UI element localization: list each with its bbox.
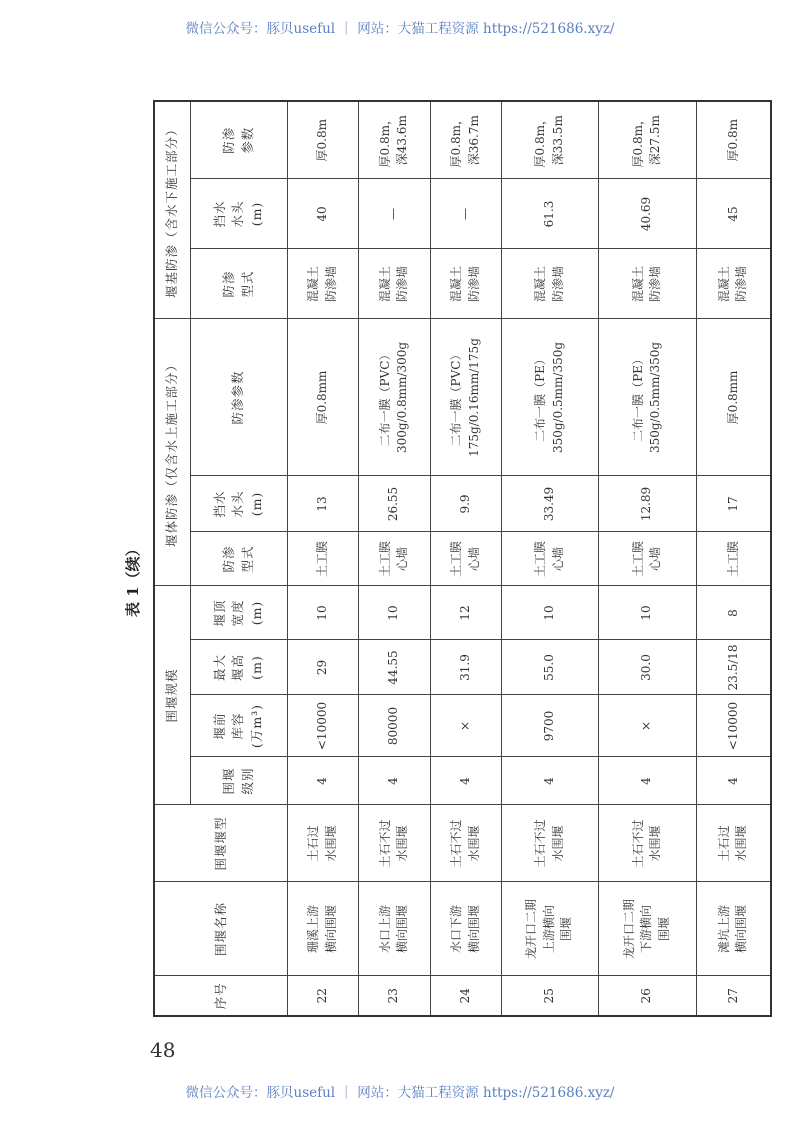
subheader-cell: 堰前 库容 (万m³) <box>190 695 287 757</box>
table-cell: <10000 <box>287 695 358 757</box>
table-cell: 24 <box>430 976 501 1016</box>
table-cell: × <box>430 695 501 757</box>
table-cell: 土工膜 心墙 <box>501 532 598 586</box>
table-cell: 4 <box>501 757 598 805</box>
header-group-base-seepage: 堰基防渗（含水下施工部分） <box>154 101 190 319</box>
table-cell: 土工膜 <box>696 532 771 586</box>
subheader-cell: 防渗参数 <box>190 319 287 476</box>
table-container <box>153 102 770 1017</box>
table-cell: 土石不过 水围堰 <box>598 805 696 882</box>
table-row <box>287 101 358 1016</box>
table-cell: 40 <box>287 179 358 249</box>
subheader-cell: 围堰 级别 <box>190 757 287 805</box>
table-cell: 25 <box>501 976 598 1016</box>
table-cell: 二布一膜（PE） 350g/0.5mm/350g <box>598 319 696 476</box>
table-cell: 27 <box>696 976 771 1016</box>
table-cell: 龙开口二期 上游横向 围堰 <box>501 882 598 976</box>
subheader-cell: 防渗 参数 <box>190 101 287 179</box>
table-cell: 滩坑上游 横向围堰 <box>696 882 771 976</box>
table-cell: 混凝土 防渗墙 <box>501 249 598 319</box>
table-cell: 水口下游 横向围堰 <box>430 882 501 976</box>
table-title: 表 1（续） <box>124 541 142 617</box>
page-number: 48 <box>150 1038 176 1062</box>
table-cell: × <box>598 695 696 757</box>
table-cell: <10000 <box>696 695 771 757</box>
table-cell: 33.49 <box>501 476 598 532</box>
table-cell: 厚0.8m <box>287 101 358 179</box>
table-cell: 4 <box>598 757 696 805</box>
table-cell: — <box>358 179 430 249</box>
table-row <box>358 101 430 1016</box>
table-cell: 9.9 <box>430 476 501 532</box>
header-group-scale: 围堰规模 <box>154 586 190 805</box>
table-cell: 23 <box>358 976 430 1016</box>
table-cell: 二布一膜（PVC） 175g/0.16mm/175g <box>430 319 501 476</box>
table-cell: 厚0.8m， 深27.5m <box>598 101 696 179</box>
table-cell: 10 <box>358 586 430 640</box>
table-cell: 4 <box>287 757 358 805</box>
cofferdam-table <box>153 100 772 1017</box>
table-cell: 混凝土 防渗墙 <box>287 249 358 319</box>
table-cell: 水口上游 横向围堰 <box>358 882 430 976</box>
header-seq: 序号 <box>154 976 287 1016</box>
table-cell: 26.55 <box>358 476 430 532</box>
table-cell: 混凝土 防渗墙 <box>430 249 501 319</box>
table-cell: 10 <box>598 586 696 640</box>
table-cell: 土石过 水围堰 <box>696 805 771 882</box>
table-cell: 混凝土 防渗墙 <box>598 249 696 319</box>
table-cell: 4 <box>696 757 771 805</box>
subheader-cell: 挡水 水头 (m) <box>190 476 287 532</box>
table-cell: 26 <box>598 976 696 1016</box>
table-cell: 17 <box>696 476 771 532</box>
subheader-cell: 最大 堰高 (m) <box>190 640 287 695</box>
table-cell: 13 <box>287 476 358 532</box>
table-cell: 30.0 <box>598 640 696 695</box>
table-cell: 二布一膜（PVC） 300g/0.8mm/300g <box>358 319 430 476</box>
table-cell: 土石不过 水围堰 <box>501 805 598 882</box>
table-cell: 8 <box>696 586 771 640</box>
table-cell: 4 <box>430 757 501 805</box>
table-cell: 10 <box>501 586 598 640</box>
table-cell: 23.5/18 <box>696 640 771 695</box>
table-cell: 厚0.8mm <box>287 319 358 476</box>
table-cell: 29 <box>287 640 358 695</box>
header-type: 围堰堰型 <box>154 805 287 882</box>
watermark-bottom: 微信公众号：豚贝useful ｜ 网站：大猫工程资源 https://521686.xyz/ <box>185 1085 615 1101</box>
subheader-cell: 堰顶 宽度 (m) <box>190 586 287 640</box>
header-name: 围堰名称 <box>154 882 287 976</box>
table-cell: 10 <box>287 586 358 640</box>
table-cell: 土工膜 <box>287 532 358 586</box>
table-row <box>501 101 598 1016</box>
table-cell: 龙开口二期 下游横向 围堰 <box>598 882 696 976</box>
table-cell: 55.0 <box>501 640 598 695</box>
table-row <box>696 101 771 1016</box>
table-cell: 厚0.8m， 深36.7m <box>430 101 501 179</box>
table-cell: 80000 <box>358 695 430 757</box>
header-group-body-seepage: 堰体防渗（仅含水上施工部分） <box>154 319 190 586</box>
table-cell: 土工膜 心墙 <box>358 532 430 586</box>
table-cell: 9700 <box>501 695 598 757</box>
table-cell: 厚0.8mm <box>696 319 771 476</box>
table-cell: 厚0.8m， 深33.5m <box>501 101 598 179</box>
table-cell: 土石不过 水围堰 <box>358 805 430 882</box>
table-cell: 45 <box>696 179 771 249</box>
table-cell: 31.9 <box>430 640 501 695</box>
table-cell: 40.69 <box>598 179 696 249</box>
table-cell: 12 <box>430 586 501 640</box>
table-cell: 61.3 <box>501 179 598 249</box>
table-row <box>598 101 696 1016</box>
table-cell: 4 <box>358 757 430 805</box>
table-cell: 混凝土 防渗墙 <box>358 249 430 319</box>
table-cell: 土工膜 心墙 <box>598 532 696 586</box>
table-cell: 二布一膜（PE） 350g/0.5mm/350g <box>501 319 598 476</box>
table-cell: 土工膜 心墙 <box>430 532 501 586</box>
table-cell: 土石过 水围堰 <box>287 805 358 882</box>
table-cell: 混凝土 防渗墙 <box>696 249 771 319</box>
table-row <box>430 101 501 1016</box>
table-cell: 厚0.8m <box>696 101 771 179</box>
table-cell: 22 <box>287 976 358 1016</box>
watermark-top: 微信公众号：豚贝useful ｜ 网站：大猫工程资源 https://521686.xyz/ <box>185 21 615 37</box>
table-cell: 珊溪上游 横向围堰 <box>287 882 358 976</box>
subheader-cell: 挡水 水头 (m) <box>190 179 287 249</box>
subheader-cell: 防渗 型式 <box>190 532 287 586</box>
subheader-cell: 防渗 型式 <box>190 249 287 319</box>
table-cell: 12.89 <box>598 476 696 532</box>
table-cell: 44.55 <box>358 640 430 695</box>
table-cell: 厚0.8m， 深43.6m <box>358 101 430 179</box>
table-cell: — <box>430 179 501 249</box>
table-cell: 土石不过 水围堰 <box>430 805 501 882</box>
